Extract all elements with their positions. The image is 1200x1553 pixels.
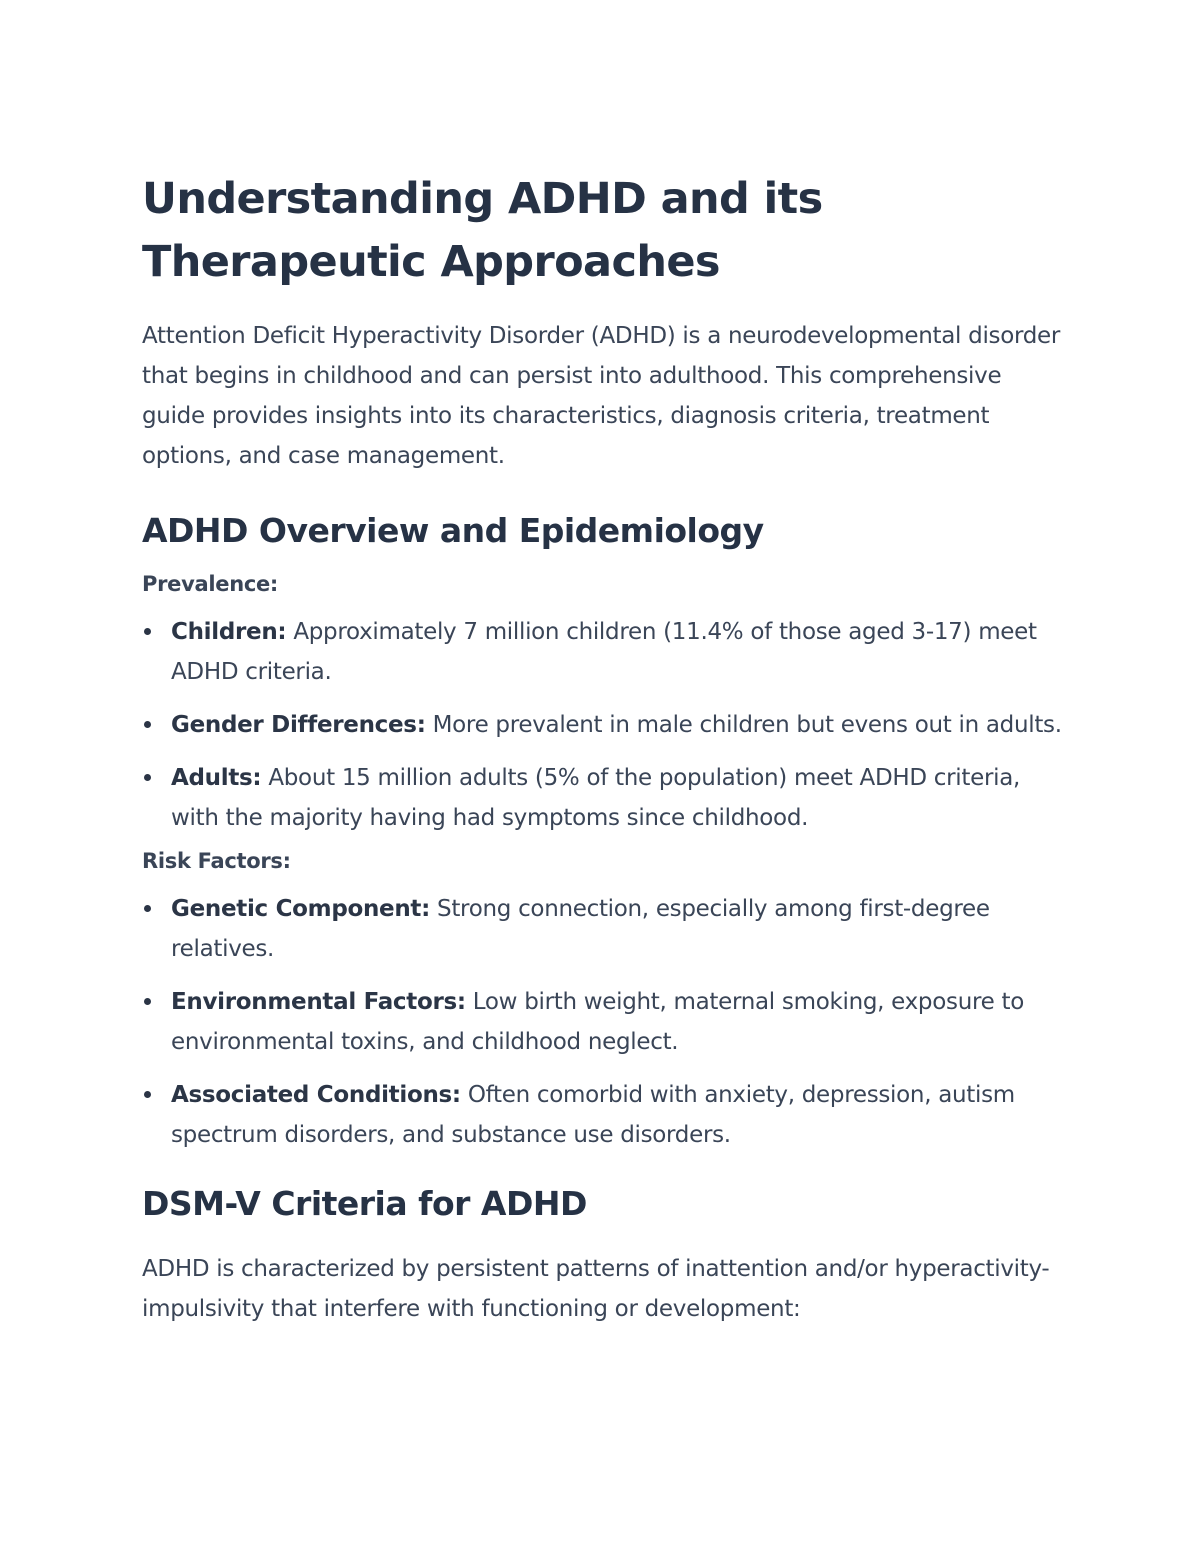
page-title-line-2: Therapeutic Approaches: [142, 237, 720, 287]
list-item: [142, 612, 1062, 692]
list-item-term: Associated Conditions:: [171, 1082, 461, 1108]
dsm-paragraph: ADHD is characterized by persistent patterns of inattention and/or hyperactivity-impulsivity that interfere with functioning or development:: [142, 1256, 1050, 1322]
bullet-icon: [144, 905, 151, 912]
section-heading-overview: ADHD Overview and Epidemiology: [142, 511, 764, 550]
list-item-text: Often comorbid with anxiety, depression, autism spectrum disorders, and substance use disorders.: [171, 1082, 1015, 1148]
prevalence-list: [142, 612, 1062, 838]
bullet-icon: [144, 1091, 151, 1098]
list-item: [142, 1075, 1062, 1155]
document-page: [142, 168, 1062, 1352]
list-item-text: Approximately 7 million children (11.4% of those aged 3-17) meet ADHD criteria.: [171, 619, 1037, 685]
list-item-text: About 15 million adults (5% of the population) meet ADHD criteria, with the majority having had symptoms since childhood.: [171, 765, 1021, 831]
list-item: [142, 758, 1062, 838]
list-item-term: Gender Differences:: [171, 712, 426, 738]
bullet-icon: [144, 721, 151, 728]
risk-factors-label: Risk Factors:: [142, 849, 291, 873]
list-item-term: Genetic Component:: [171, 896, 431, 922]
bullet-icon: [144, 774, 151, 781]
list-item-term: Environmental Factors:: [171, 989, 466, 1015]
page-title: [142, 168, 1062, 294]
list-item-text: Low birth weight, maternal smoking, exposure to environmental toxins, and childhood neglect.: [171, 989, 1024, 1055]
risk-factors-list: [142, 889, 1062, 1155]
list-item: [142, 705, 1062, 745]
bullet-icon: [144, 628, 151, 635]
intro-paragraph: Attention Deficit Hyperactivity Disorder (ADHD) is a neurodevelopmental disorder that begins in childhood and can persist into adulthood. This comprehensive guide provides insights into its characteristics, diagnosis criteria, treatment options, and case management.: [142, 323, 1061, 469]
list-item: [142, 889, 1062, 969]
bullet-icon: [144, 998, 151, 1005]
list-item-text: More prevalent in male children but evens out in adults.: [425, 712, 1062, 738]
list-item-text: Strong connection, especially among first-degree relatives.: [171, 896, 990, 962]
prevalence-label: Prevalence:: [142, 572, 279, 596]
page-title-line-1: Understanding ADHD and its: [142, 174, 823, 224]
list-item-term: Children:: [171, 619, 287, 645]
list-item: [142, 982, 1062, 1062]
list-item-term: Adults:: [171, 765, 262, 791]
section-heading-dsm: DSM-V Criteria for ADHD: [142, 1184, 587, 1223]
